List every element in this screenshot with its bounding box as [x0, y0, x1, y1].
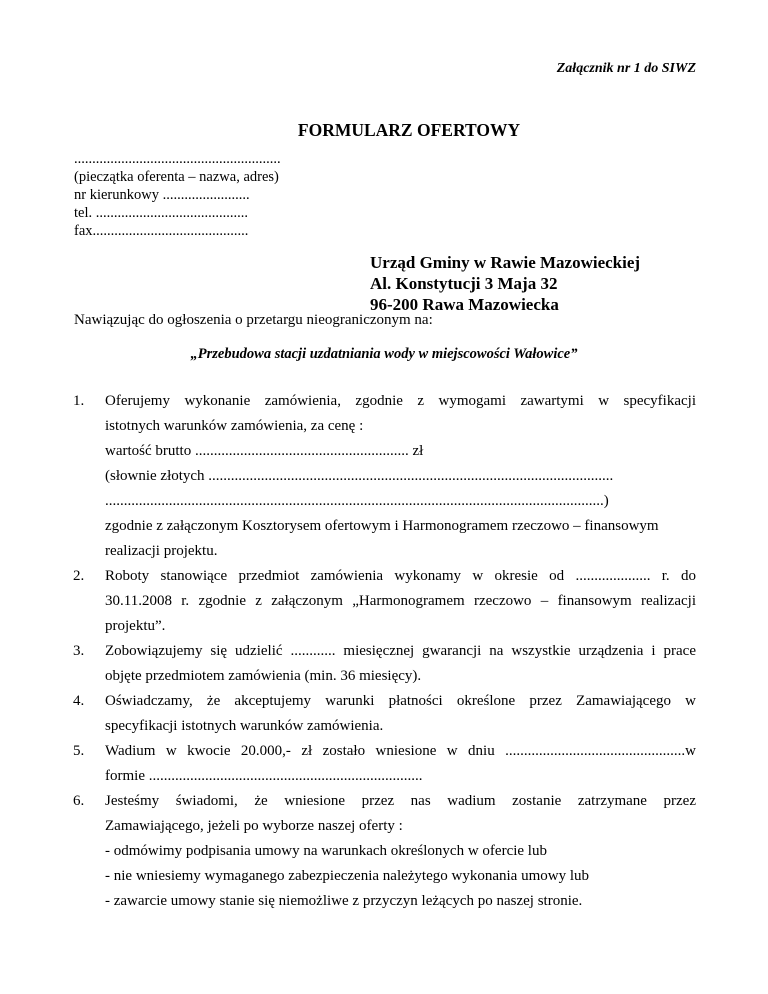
offer-items-list	[73, 389, 696, 914]
item-number: 6.	[73, 793, 85, 809]
phone-line: tel. ..........................................	[74, 205, 248, 221]
list-item	[73, 789, 696, 914]
item-number: 3.	[73, 643, 85, 659]
item-line: - nie wniesiemy wymaganego zabezpieczenia należytego wykonania umowy lub	[105, 868, 589, 884]
list-item	[73, 739, 696, 789]
item-line: Oświadczamy, że akceptujemy warunki płatności określone przez Zamawiającego w	[105, 693, 696, 709]
item-line: zgodnie z załączonym Kosztorysem ofertowym i Harmonogramem rzeczowo – finansowym	[105, 518, 659, 534]
list-item	[73, 689, 696, 739]
annex-label: Załącznik nr 1 do SIWZ	[556, 61, 696, 76]
stamp-caption: (pieczątka oferenta – nazwa, adres)	[74, 169, 279, 185]
item-number: 2.	[73, 568, 85, 584]
list-item	[73, 389, 696, 564]
project-title: „Przebudowa stacji uzdatniania wody w miejscowości Wałowice”	[190, 346, 578, 362]
page-title: FORMULARZ OFERTOWY	[297, 120, 521, 140]
recipient-street: Al. Konstytucji 3 Maja 32	[370, 274, 558, 293]
item-line: formie .........................................................................	[105, 768, 423, 784]
bidder-stamp-block	[74, 150, 281, 240]
item-line: wartość brutto ......................................................... zł	[105, 443, 424, 459]
item-number: 1.	[73, 393, 85, 409]
item-line: (słownie złotych ............................................................................................................	[105, 468, 614, 484]
fax-line: fax...........................................	[74, 223, 249, 239]
item-line: Jesteśmy świadomi, że wniesione przez nas wadium zostanie zatrzymane przez	[105, 793, 696, 809]
item-line: Roboty stanowiące przedmiot zamówienia wykonamy w okresie od .................... r. do	[105, 568, 696, 584]
list-item	[73, 639, 696, 689]
item-line: objęte przedmiotem zamówienia (min. 36 miesięcy).	[105, 668, 422, 684]
list-item	[73, 564, 696, 639]
item-number: 5.	[73, 743, 85, 759]
item-line: Zobowiązujemy się udzielić ............ miesięcznej gwarancji na wszystkie urządzenia i prace	[105, 643, 696, 659]
item-line: - odmówimy podpisania umowy na warunkach określonych w ofercie lub	[105, 843, 547, 859]
item-line: specyfikacji istotnych warunków zamówienia.	[105, 718, 384, 734]
item-line: istotnych warunków zamówienia, za cenę :	[105, 418, 364, 434]
item-number: 4.	[73, 693, 85, 709]
item-line: .....................................................................................................................................)	[105, 493, 609, 509]
area-code-line: nr kierunkowy ........................	[74, 187, 250, 203]
recipient-name: Urząd Gminy w Rawie Mazowieckiej	[370, 253, 641, 272]
item-line: projektu”.	[105, 618, 166, 634]
item-line: Wadium w kwocie 20.000,- zł zostało wniesione w dniu ................................................w	[105, 743, 696, 759]
stamp-dotted-line: .........................................................	[74, 151, 281, 167]
intro-text: Nawiązując do ogłoszenia o przetargu nieograniczonym na:	[74, 312, 433, 328]
recipient-city: 96-200 Rawa Mazowiecka	[370, 295, 559, 314]
item-line: 30.11.2008 r. zgodnie z załączonym „Harmonogramem rzeczowo – finansowym realizacji	[105, 593, 696, 609]
item-line: Oferujemy wykonanie zamówienia, zgodnie z wymogami zawartymi w specyfikacji	[105, 393, 696, 409]
item-line: - zawarcie umowy stanie się niemożliwe z przyczyn leżących po naszej stronie.	[105, 893, 583, 909]
recipient-address	[370, 252, 640, 315]
item-line: realizacji projektu.	[105, 543, 218, 559]
item-line: Zamawiającego, jeżeli po wyborze naszej oferty :	[105, 818, 403, 834]
